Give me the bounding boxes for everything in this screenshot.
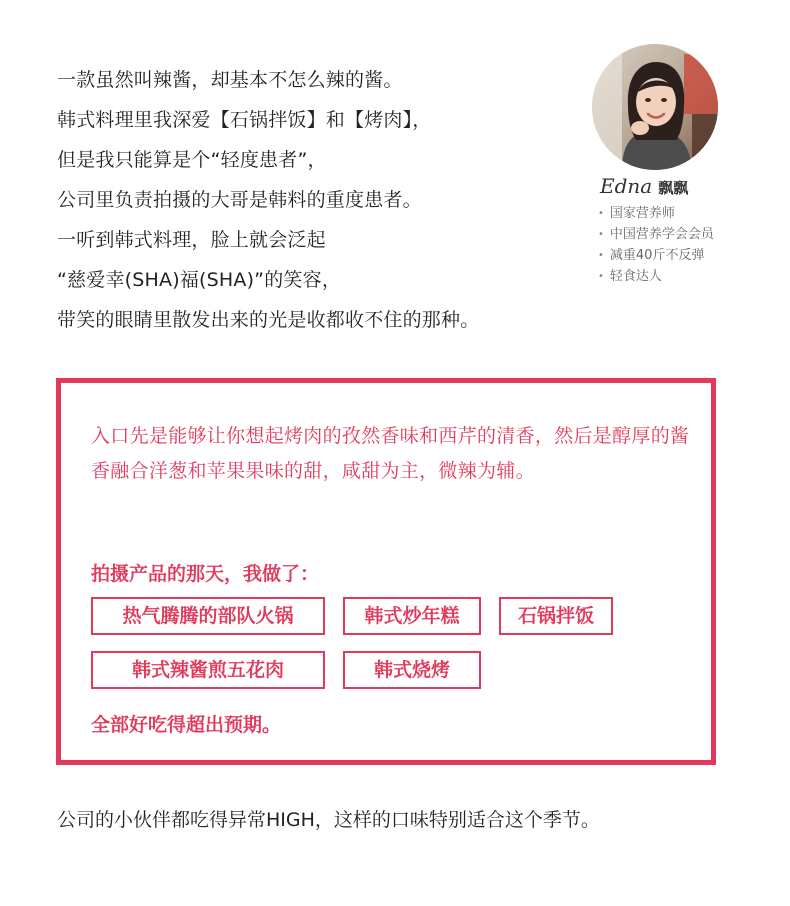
flavor-description: 入口先是能够让你想起烤肉的孜然香味和西芹的清香，然后是醇厚的酱香融合洋葱和苹果果味的甜，咸甜为主，微辣为辅。 — [91, 425, 690, 482]
dish-tag: 韩式炒年糕 — [343, 597, 481, 635]
credential-item: • 国家营养师 — [598, 204, 770, 225]
intro-line: 韩式料理里我深爱【石锅拌饭】和【烤肉】， — [57, 109, 432, 131]
credential-item: • 减重40斤不反弹 — [598, 246, 770, 267]
dish-tag: 韩式烧烤 — [343, 651, 481, 689]
feature-box — [56, 378, 716, 765]
author-credentials — [598, 204, 770, 288]
intro-line: 但是我只能算是个“轻度患者”， — [57, 149, 327, 171]
avatar — [592, 44, 718, 170]
dish-tag: 热气腾腾的部队火锅 — [91, 597, 325, 635]
dish-tag: 韩式辣酱煎五花肉 — [91, 651, 325, 689]
intro-paragraph — [57, 60, 587, 340]
dish-tag: 石锅拌饭 — [499, 597, 613, 635]
dishes-heading: 拍摄产品的那天，我做了： — [91, 563, 320, 585]
intro-line: 公司里负责拍摄的大哥是韩料的重度患者。 — [57, 189, 422, 211]
summary-text: 全部好吃得超出预期。 — [91, 714, 282, 736]
avatar-photo — [592, 44, 718, 170]
author-signature: Edna — [600, 174, 653, 198]
closing-paragraph: 公司的小伙伴都吃得异常HIGH，这样的口味特别适合这个季节。 — [57, 809, 600, 831]
intro-line: 一款虽然叫辣酱，却基本不怎么辣的酱。 — [57, 69, 403, 91]
intro-line: “慈爱幸(SHA)福(SHA)”的笑容， — [57, 269, 342, 291]
credential-item: • 中国营养学会会员 — [598, 225, 770, 246]
author-name: 飘飘 — [658, 179, 689, 197]
author-profile — [590, 44, 770, 288]
intro-line: 带笑的眼睛里散发出来的光是收都收不住的那种。 — [57, 309, 480, 331]
credential-item: • 轻食达人 — [598, 267, 770, 288]
author-name-row — [600, 174, 770, 200]
intro-line: 一听到韩式料理，脸上就会泛起 — [57, 229, 326, 251]
